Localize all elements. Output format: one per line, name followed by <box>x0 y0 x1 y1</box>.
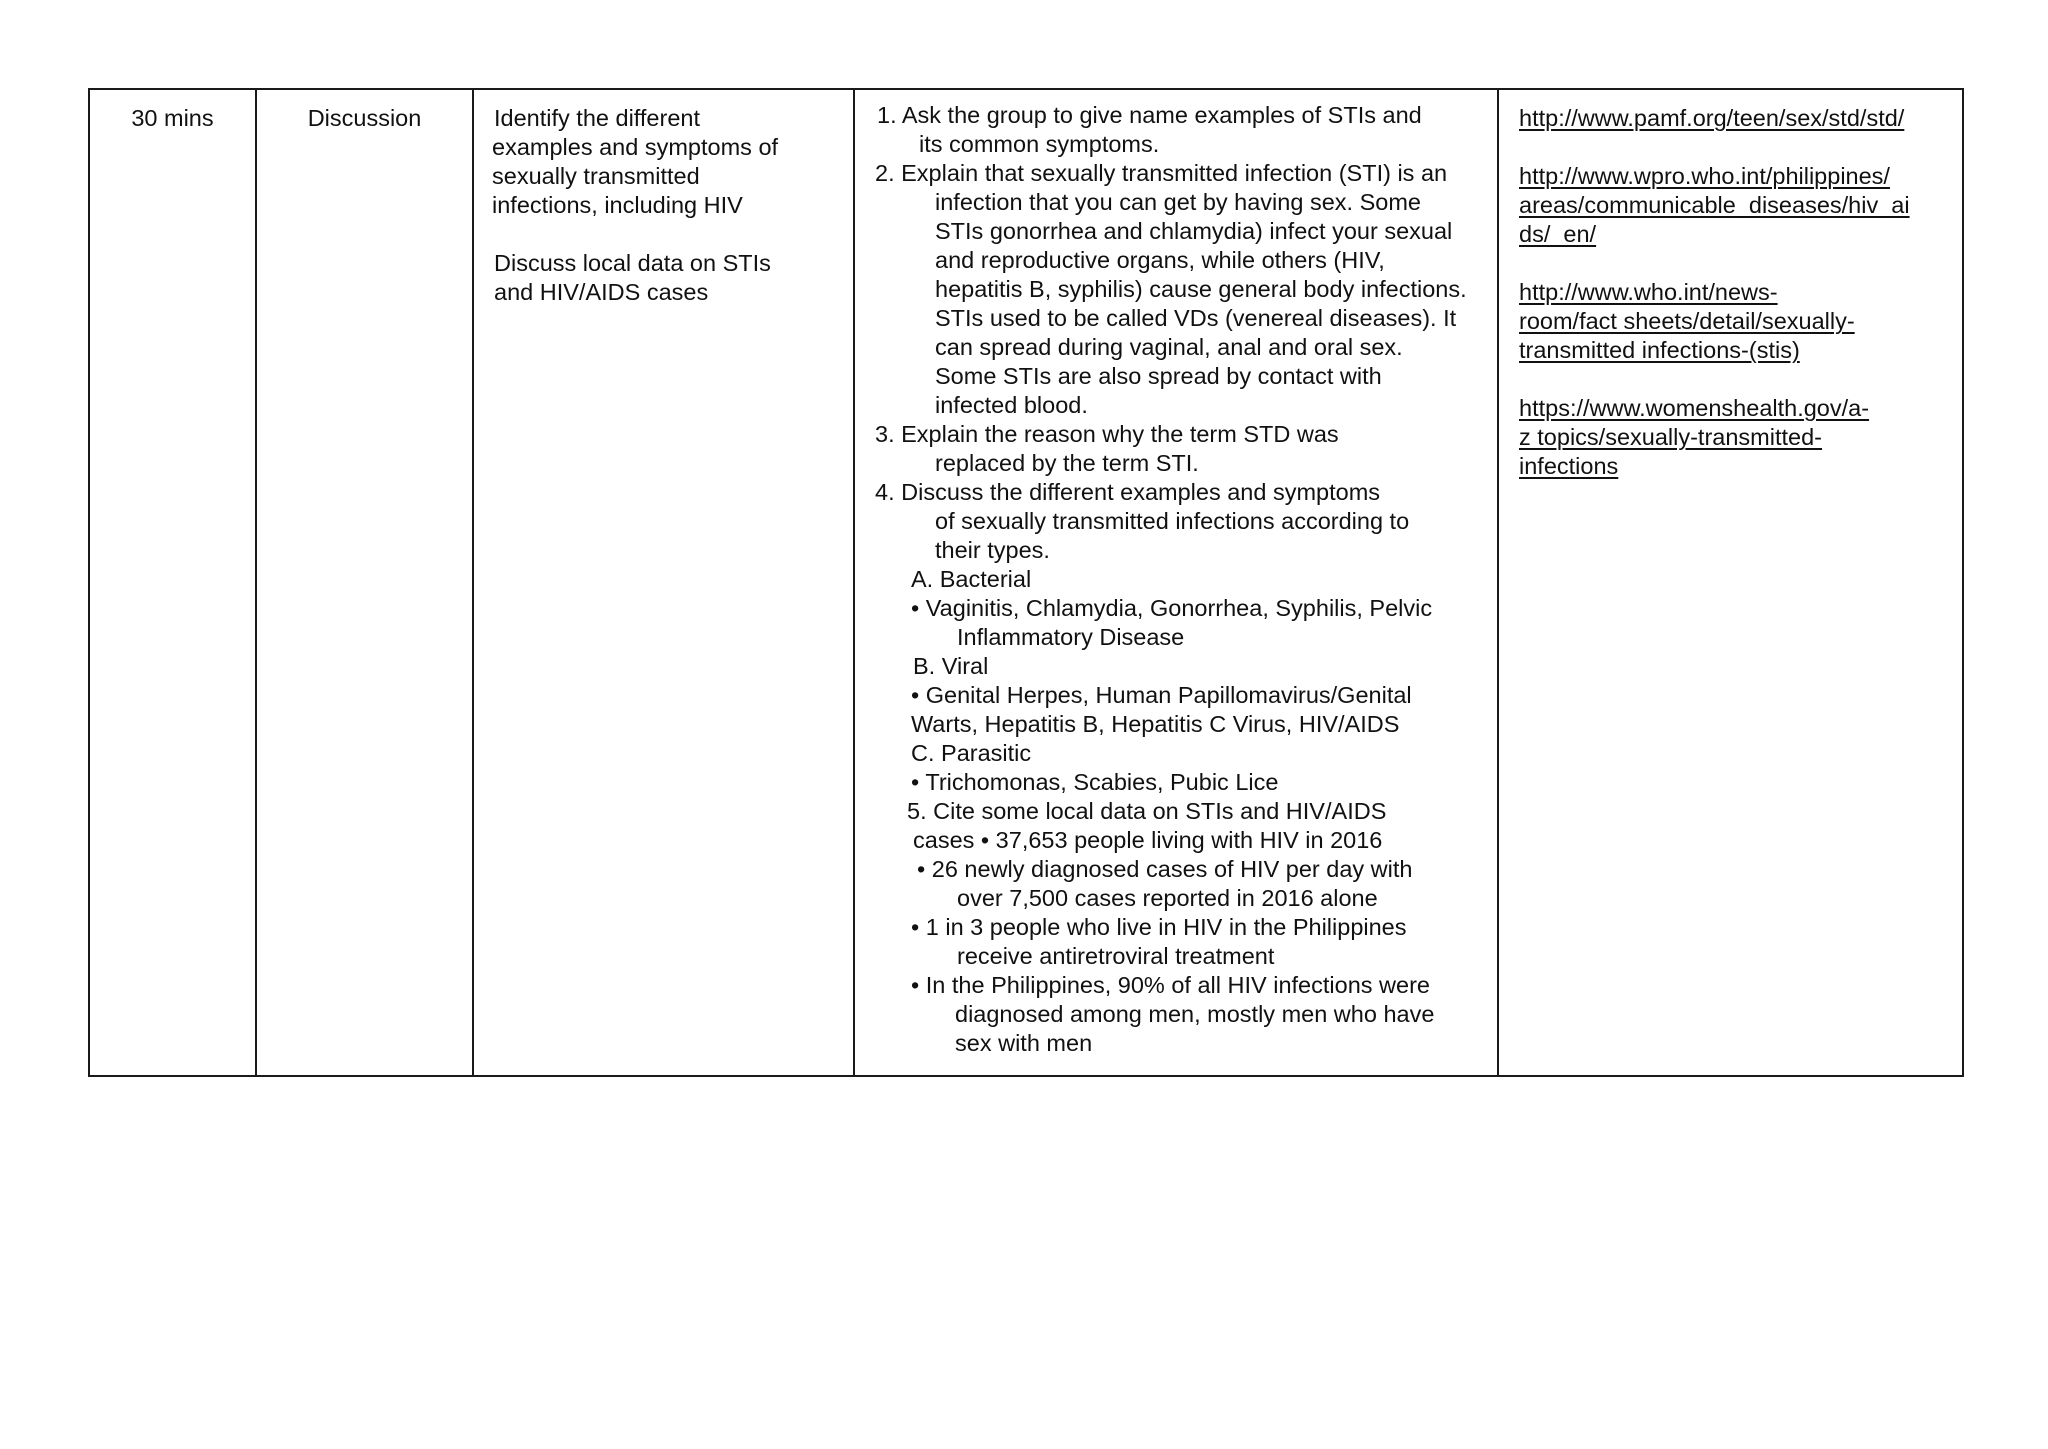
time-cell <box>89 89 256 1076</box>
objective-paragraph <box>494 104 833 220</box>
objective-line: examples and symptoms of <box>492 134 779 160</box>
reference-link-who[interactable] <box>1519 278 1944 365</box>
activity-line: and reproductive organs, while others (HIV, <box>935 247 1385 273</box>
activity-line: diagnosed among men, mostly men who have <box>955 1001 1435 1027</box>
activity-line: • In the Philippines, 90% of all HIV infections were <box>911 972 1430 998</box>
activity-line: • Genital Herpes, Human Papillomavirus/Genital <box>911 682 1412 708</box>
reference-link-text: ds/_en/ <box>1519 221 1597 247</box>
activity-line: infected blood. <box>935 392 1088 418</box>
activity-line: A. Bacterial <box>911 566 1032 592</box>
activity-line: • 26 newly diagnosed cases of HIV per day with <box>917 856 1413 882</box>
table-row <box>89 89 1963 1076</box>
reference-link-text: http://www.who.int/news- <box>1519 279 1778 305</box>
activity-line: of sexually transmitted infections according to <box>935 508 1410 534</box>
objective-paragraph <box>494 249 833 307</box>
activity-line: receive antiretroviral treatment <box>957 943 1275 969</box>
time-text: 30 mins <box>131 105 214 131</box>
activity-line: sex with men <box>955 1030 1093 1056</box>
activity-line: over 7,500 cases reported in 2016 alone <box>957 885 1378 911</box>
method-text: Discussion <box>307 105 422 131</box>
reference-link-text: transmitted infections-(stis) <box>1519 337 1800 363</box>
activity-line: replaced by the term STI. <box>935 450 1199 476</box>
activity-line: STIs gonorrhea and chlamydia) infect your sexual <box>935 218 1453 244</box>
reference-link-text: http://www.wpro.who.int/philippines/ <box>1519 163 1890 189</box>
method-cell <box>256 89 473 1076</box>
activity-line: 5. Cite some local data on STIs and HIV/AIDS <box>907 798 1387 824</box>
objective-line: Discuss local data on STIs <box>494 250 771 276</box>
activity-line: its common symptoms. <box>919 131 1160 157</box>
activity-line: can spread during vaginal, anal and oral sex. <box>935 334 1403 360</box>
objective-line: Identify the different <box>494 105 700 131</box>
activity-line: B. Viral <box>913 653 989 679</box>
activity-line: their types. <box>935 537 1050 563</box>
activity-line: cases • 37,653 people living with HIV in 2016 <box>913 827 1383 853</box>
reference-link-text: z topics/sexually-transmitted- <box>1519 424 1822 450</box>
activity-line: 3. Explain the reason why the term STD was <box>875 421 1339 447</box>
reference-link-wpro[interactable] <box>1519 162 1944 249</box>
reference-link-text: room/fact sheets/detail/sexually- <box>1519 308 1855 334</box>
activities-cell <box>854 89 1498 1076</box>
activity-line: infection that you can get by having sex. Some <box>935 189 1421 215</box>
activity-line: Some STIs are also spread by contact with <box>935 363 1382 389</box>
activity-line: 4. Discuss the different examples and symptoms <box>875 479 1381 505</box>
activity-line: 1. Ask the group to give name examples of STIs and <box>877 102 1422 128</box>
objective-line: sexually transmitted <box>492 163 700 189</box>
reference-link-text: areas/communicable_diseases/hiv_ai <box>1519 192 1910 218</box>
activity-line: • Vaginitis, Chlamydia, Gonorrhea, Syphilis, Pelvic <box>911 595 1433 621</box>
activity-line: Inflammatory Disease <box>957 624 1185 650</box>
reference-link-text: infections <box>1519 453 1619 479</box>
activity-line: 2. Explain that sexually transmitted infection (STI) is an <box>875 160 1448 186</box>
objectives-cell <box>473 89 854 1076</box>
reference-link-text: http://www.pamf.org/teen/sex/std/std/ <box>1519 105 1905 131</box>
activity-line: C. Parasitic <box>911 740 1032 766</box>
activity-line: • Trichomonas, Scabies, Pubic Lice <box>911 769 1279 795</box>
lesson-plan-table <box>88 88 1964 1077</box>
reference-link-pamf[interactable] <box>1519 104 1944 133</box>
reference-link-womenshealth[interactable] <box>1519 394 1944 481</box>
references-cell <box>1498 89 1963 1076</box>
objective-line: and HIV/AIDS cases <box>494 279 709 305</box>
activity-line: Warts, Hepatitis B, Hepatitis C Virus, HIV/AIDS <box>911 711 1400 737</box>
activity-line: • 1 in 3 people who live in HIV in the Philippines <box>911 914 1407 940</box>
activity-line: hepatitis B, syphilis) cause general body infections. <box>935 276 1467 302</box>
activity-line: STIs used to be called VDs (venereal diseases). It <box>935 305 1457 331</box>
reference-link-text: https://www.womenshealth.gov/a- <box>1519 395 1870 421</box>
objective-line: infections, including HIV <box>492 192 743 218</box>
